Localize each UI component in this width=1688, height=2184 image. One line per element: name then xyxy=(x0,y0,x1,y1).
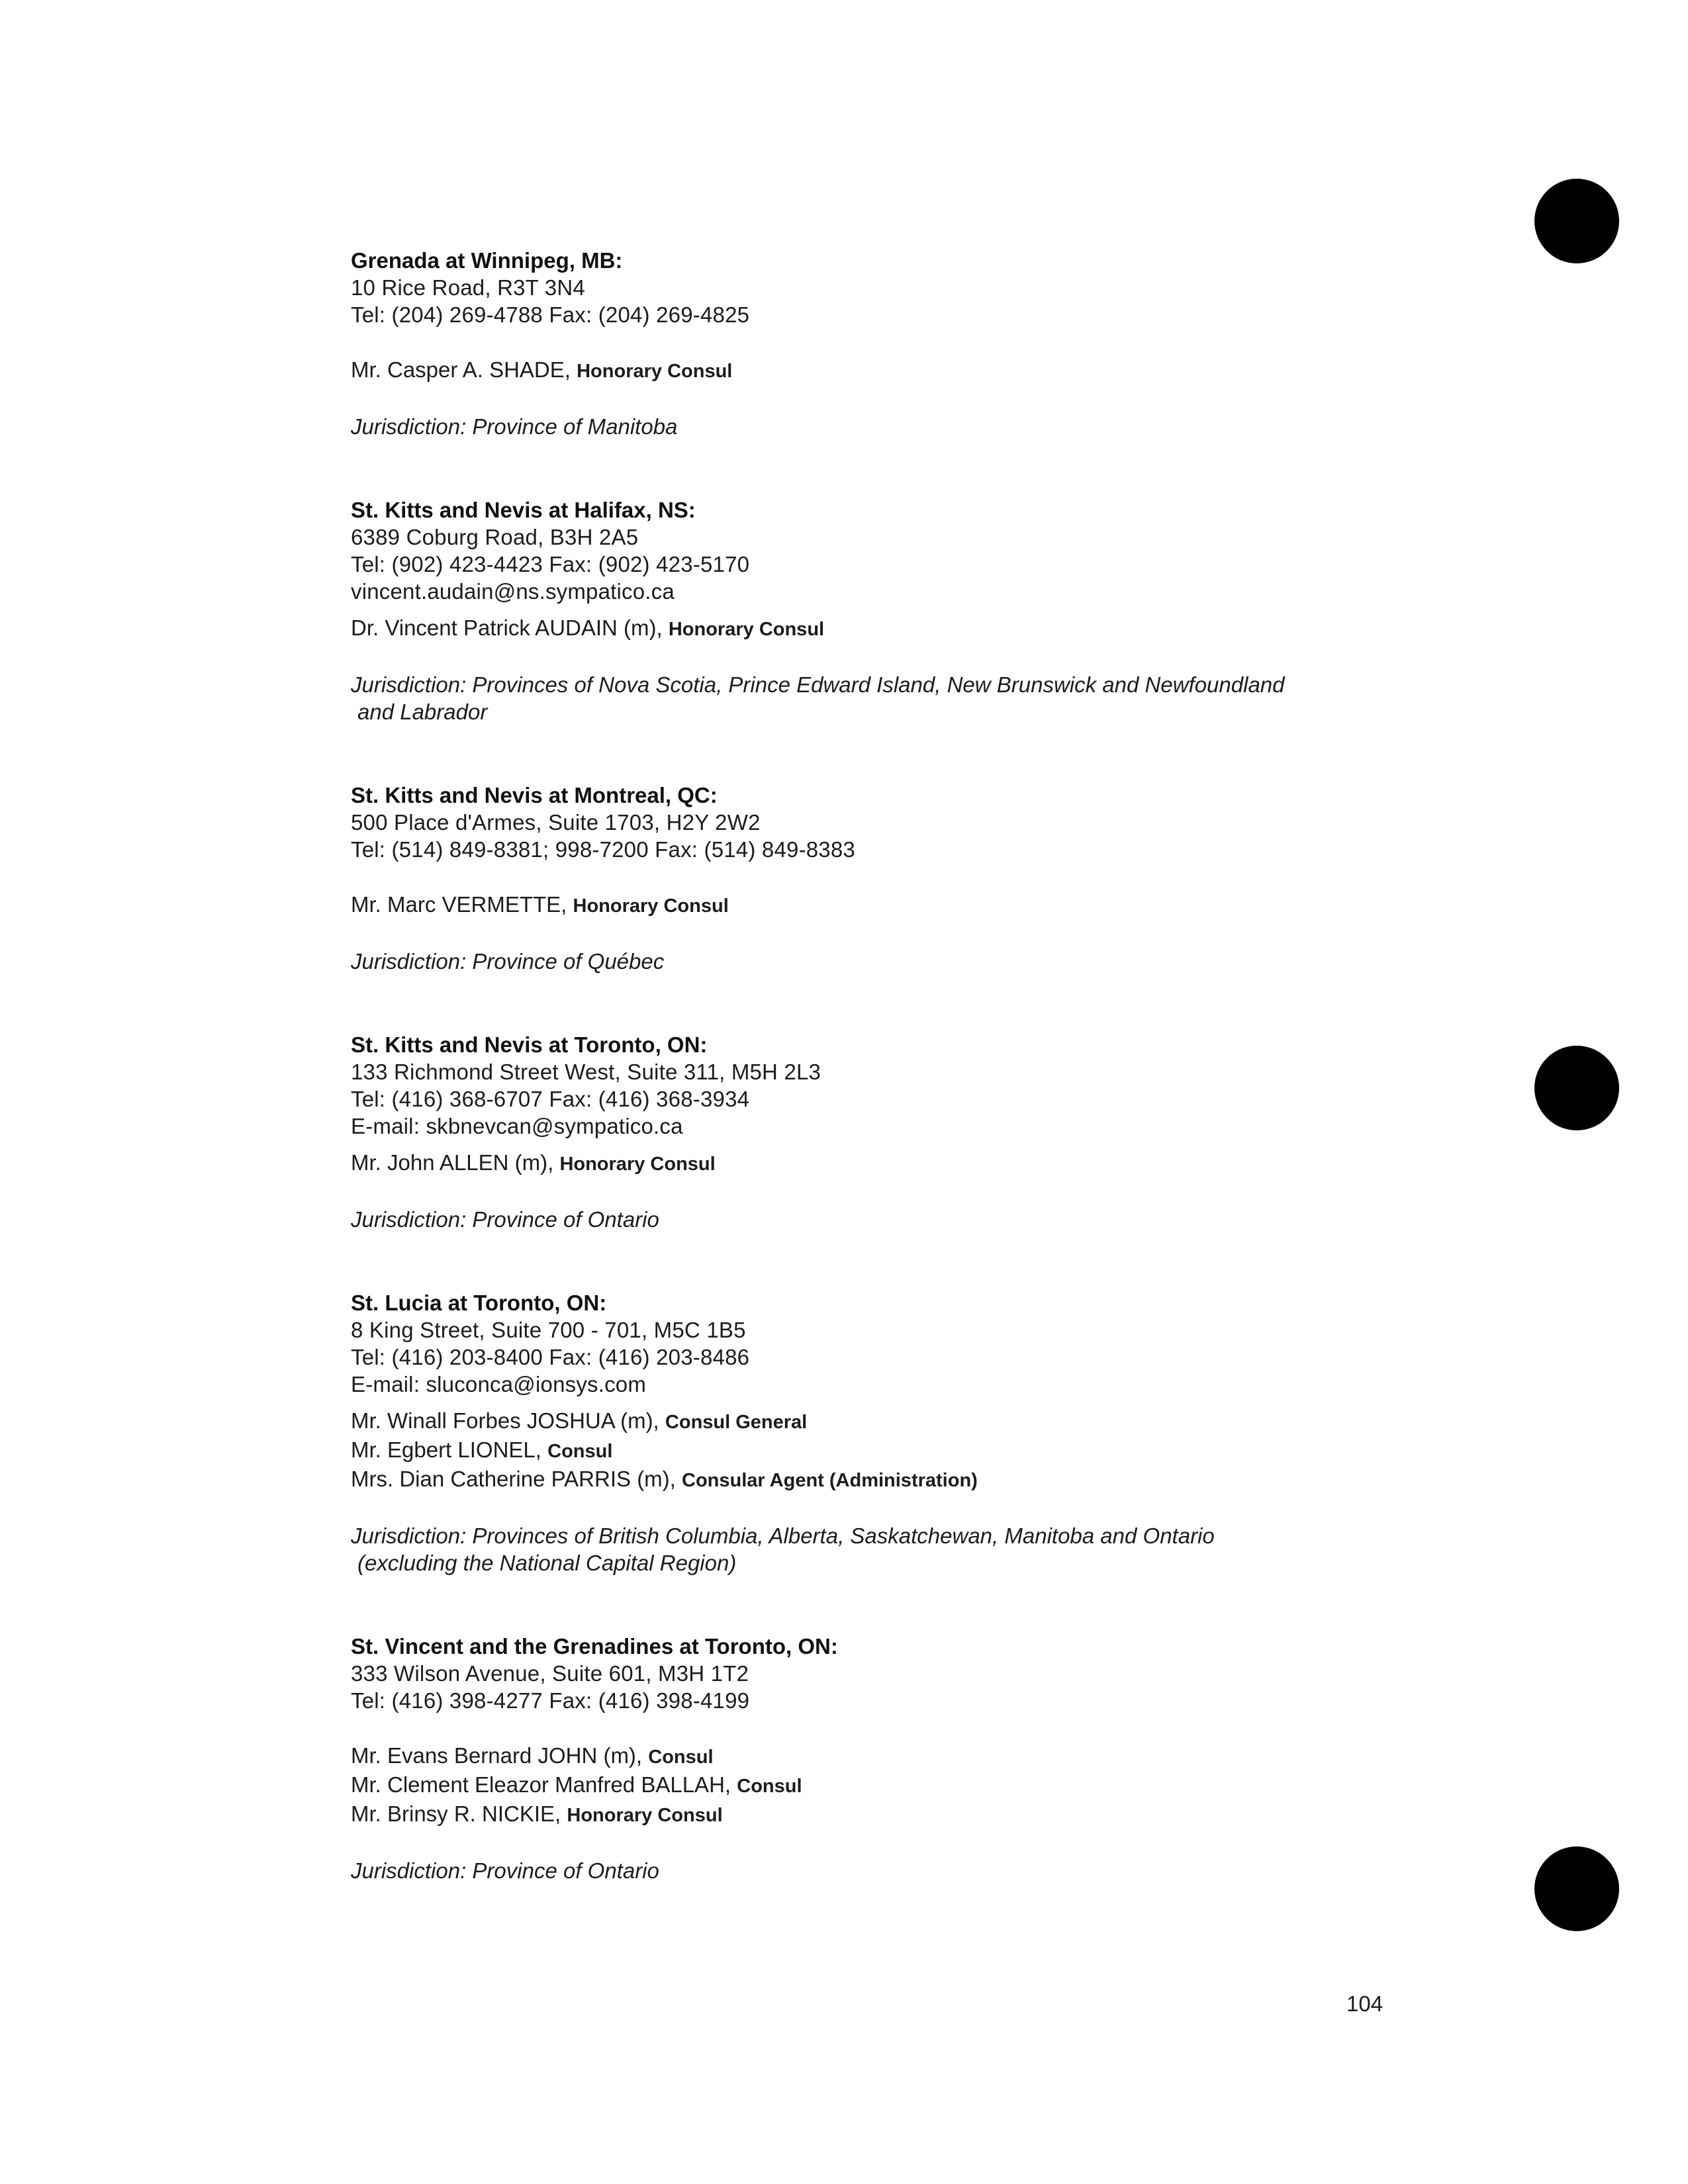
officer-title: Consul xyxy=(547,1441,613,1462)
officer-name: Dr. Vincent Patrick AUDAIN (m), xyxy=(351,615,663,640)
phone-line: Tel: (902) 423-4423 Fax: (902) 423-5170 xyxy=(351,552,750,576)
email-line: E-mail: sluconca@ionsys.com xyxy=(351,1372,647,1396)
address-line: 133 Richmond Street West, Suite 311, M5H 2L3 xyxy=(351,1060,821,1084)
phone-line: Tel: (514) 849-8381; 998-7200 Fax: (514) 849-8383 xyxy=(351,837,855,862)
jurisdiction xyxy=(351,1206,1476,1233)
page-number: 104 xyxy=(1346,1991,1383,2016)
email-line: vincent.audain@ns.sympatico.ca xyxy=(351,579,675,604)
officer-list xyxy=(351,1407,1476,1494)
phone-line: Tel: (416) 203-8400 Fax: (416) 203-8486 xyxy=(351,1345,750,1369)
address-line: 6389 Coburg Road, B3H 2A5 xyxy=(351,525,639,549)
officer-list xyxy=(351,614,1476,643)
officer-list xyxy=(351,356,1476,385)
jurisdiction-line: Jurisdiction: Province of Québec xyxy=(351,949,665,974)
consulate-entry xyxy=(351,1290,1476,1576)
consulate-heading: St. Vincent and the Grenadines at Toronto, ON: xyxy=(351,1634,838,1659)
jurisdiction-line: Jurisdiction: Provinces of British Columbia, Alberta, Saskatchewan, Manitoba and Ontario xyxy=(351,1524,1215,1548)
officer-line xyxy=(351,1742,1476,1771)
officer-title: Honorary Consul xyxy=(559,1154,716,1175)
officer-name: Mr. Brinsy R. NICKIE, xyxy=(351,1801,561,1826)
officer-title: Consul xyxy=(648,1747,714,1768)
consulate-heading: St. Kitts and Nevis at Halifax, NS: xyxy=(351,498,696,522)
officer-name: Mr. Marc VERMETTE, xyxy=(351,892,567,917)
officer-name: Mrs. Dian Catherine PARRIS (m), xyxy=(351,1467,676,1491)
officer-title: Honorary Consul xyxy=(668,619,825,640)
jurisdiction xyxy=(351,413,1476,440)
jurisdiction-line: Jurisdiction: Province of Ontario xyxy=(351,1858,659,1883)
officer-line xyxy=(351,891,1476,920)
jurisdiction xyxy=(351,948,1476,975)
consulate-entry xyxy=(351,1032,1476,1233)
phone-line: Tel: (204) 269-4788 Fax: (204) 269-4825 xyxy=(351,302,750,327)
officer-title: Consul General xyxy=(665,1412,808,1433)
jurisdiction-line: (excluding the National Capital Region) xyxy=(357,1551,737,1575)
binder-hole-top xyxy=(1534,179,1619,263)
binder-hole-bottom xyxy=(1534,1846,1619,1931)
jurisdiction-line: Jurisdiction: Provinces of Nova Scotia, Prince Edward Island, New Brunswick and Newfoundland xyxy=(351,672,1285,697)
consulate-heading: Grenada at Winnipeg, MB: xyxy=(351,248,623,273)
officer-name: Mr. John ALLEN (m), xyxy=(351,1150,554,1175)
officer-line xyxy=(351,1149,1476,1178)
officer-line xyxy=(351,1771,1476,1800)
officer-list xyxy=(351,891,1476,920)
jurisdiction-line: Jurisdiction: Province of Manitoba xyxy=(351,414,678,439)
address-line: 500 Place d'Armes, Suite 1703, H2Y 2W2 xyxy=(351,810,761,835)
officer-line xyxy=(351,1465,1476,1494)
officer-line xyxy=(351,614,1476,643)
officer-line xyxy=(351,1436,1476,1465)
officer-title: Honorary Consul xyxy=(573,895,729,917)
consulate-entry xyxy=(351,248,1476,440)
officer-name: Mr. Clement Eleazor Manfred BALLAH, xyxy=(351,1772,731,1797)
address-line: 10 Rice Road, R3T 3N4 xyxy=(351,275,585,300)
phone-line: Tel: (416) 398-4277 Fax: (416) 398-4199 xyxy=(351,1688,750,1713)
address-line: 333 Wilson Avenue, Suite 601, M3H 1T2 xyxy=(351,1661,749,1686)
officer-list xyxy=(351,1149,1476,1178)
officer-line xyxy=(351,1800,1476,1829)
officer-name: Mr. Winall Forbes JOSHUA (m), xyxy=(351,1408,659,1433)
officer-name: Mr. Egbert LIONEL, xyxy=(351,1437,541,1462)
officer-name: Mr. Evans Bernard JOHN (m), xyxy=(351,1743,643,1768)
officer-title: Consul xyxy=(737,1776,802,1797)
consulate-heading: St. Lucia at Toronto, ON: xyxy=(351,1291,607,1315)
consulate-entry xyxy=(351,497,1476,725)
consulate-heading: St. Kitts and Nevis at Toronto, ON: xyxy=(351,1032,708,1057)
jurisdiction xyxy=(351,671,1476,725)
jurisdiction xyxy=(351,1857,1476,1884)
officer-title: Honorary Consul xyxy=(577,361,733,382)
consulate-entry xyxy=(351,1633,1476,1884)
officer-title: Honorary Consul xyxy=(567,1805,723,1826)
consulate-list xyxy=(351,248,1476,1941)
officer-name: Mr. Casper A. SHADE, xyxy=(351,357,571,382)
email-line: E-mail: skbnevcan@sympatico.ca xyxy=(351,1114,683,1138)
officer-list xyxy=(351,1742,1476,1829)
officer-title: Consular Agent (Administration) xyxy=(682,1470,978,1491)
jurisdiction-line: Jurisdiction: Province of Ontario xyxy=(351,1207,659,1232)
consulate-heading: St. Kitts and Nevis at Montreal, QC: xyxy=(351,783,718,807)
binder-hole-middle xyxy=(1534,1046,1619,1130)
jurisdiction-line: and Labrador xyxy=(357,700,488,724)
consulate-entry xyxy=(351,782,1476,975)
phone-line: Tel: (416) 368-6707 Fax: (416) 368-3934 xyxy=(351,1087,750,1111)
address-line: 8 King Street, Suite 700 - 701, M5C 1B5 xyxy=(351,1318,746,1342)
jurisdiction xyxy=(351,1522,1476,1576)
officer-line xyxy=(351,356,1476,385)
officer-line xyxy=(351,1407,1476,1436)
